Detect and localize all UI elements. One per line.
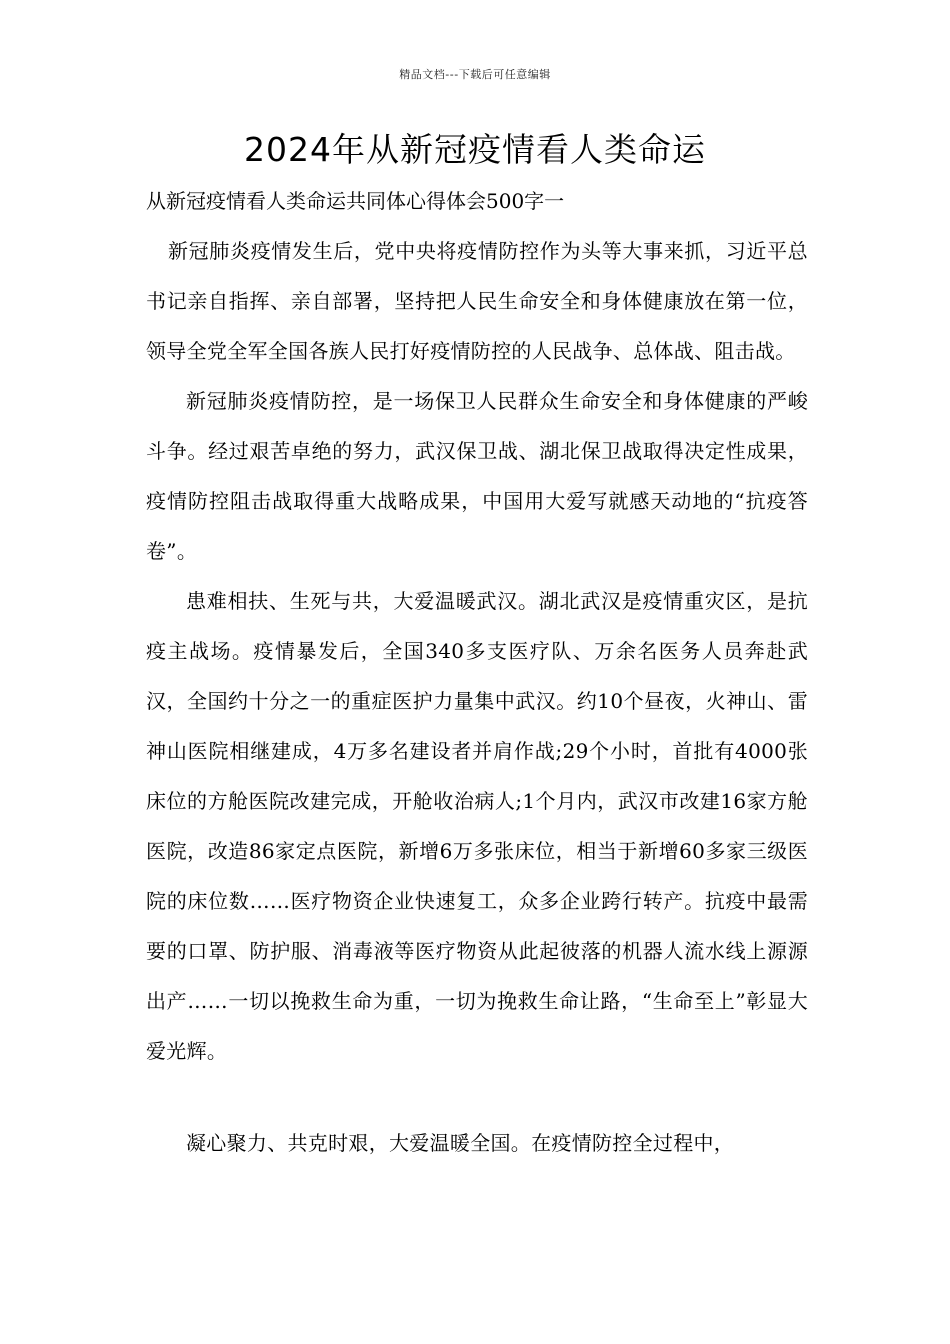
paragraph: 凝心聚力、共克时艰，大爱温暖全国。在疫情防控全过程中， xyxy=(186,1131,735,1155)
document-subtitle: 从新冠疫情看人类命运共同体心得体会500字一 xyxy=(146,189,565,213)
page-header: 精品文档---下载后可任意编辑 xyxy=(399,68,551,81)
paragraph: 新冠肺炎疫情防控，是一场保卫人民群众生命安全和身体健康的严峻斗争。经过艰苦卓绝的努力，武汉保卫战、湖北保卫战取得决定性成果，疫情防控阻击战取得重大战略成果，中国用大爱写就感天动地的“抗疫答卷”。 xyxy=(146,389,808,563)
paragraph: 患难相扶、生死与共，大爱温暖武汉。湖北武汉是疫情重灾区，是抗疫主战场。疫情暴发后，全国340多支医疗队、万余名医务人员奔赴武汉，全国约十分之一的重症医护力量集中武汉。约10个昼夜，火神山、雷神山医院相继建成，4万多名建设者并肩作战;29个小时，首批有4000张床位的方舱医院改建完成，开舱收治病人;1个月内，武汉市改建16家方舱医院，改造86家定点医院，新增6万多张床位，相当于新增60多家三级医院的床位数……医疗物资企业快速复工，众多企业跨行转产。抗疫中最需要的口罩、防护服、消毒液等医疗物资从此起彼落的机器人流水线上源源出产……一切以挽救生命为重，一切为挽救生命让路，“生命至上”彰显大爱光辉。 xyxy=(146,589,808,1063)
document-title: 2024年从新冠疫情看人类命运 xyxy=(244,130,706,169)
document-body xyxy=(146,226,808,1168)
paragraph: 新冠肺炎疫情发生后，党中央将疫情防控作为头等大事来抓，习近平总书记亲自指挥、亲自部署，坚持把人民生命安全和身体健康放在第一位，领导全党全军全国各族人民打好疫情防控的人民战争、总体战、阻击战。 xyxy=(146,239,808,363)
